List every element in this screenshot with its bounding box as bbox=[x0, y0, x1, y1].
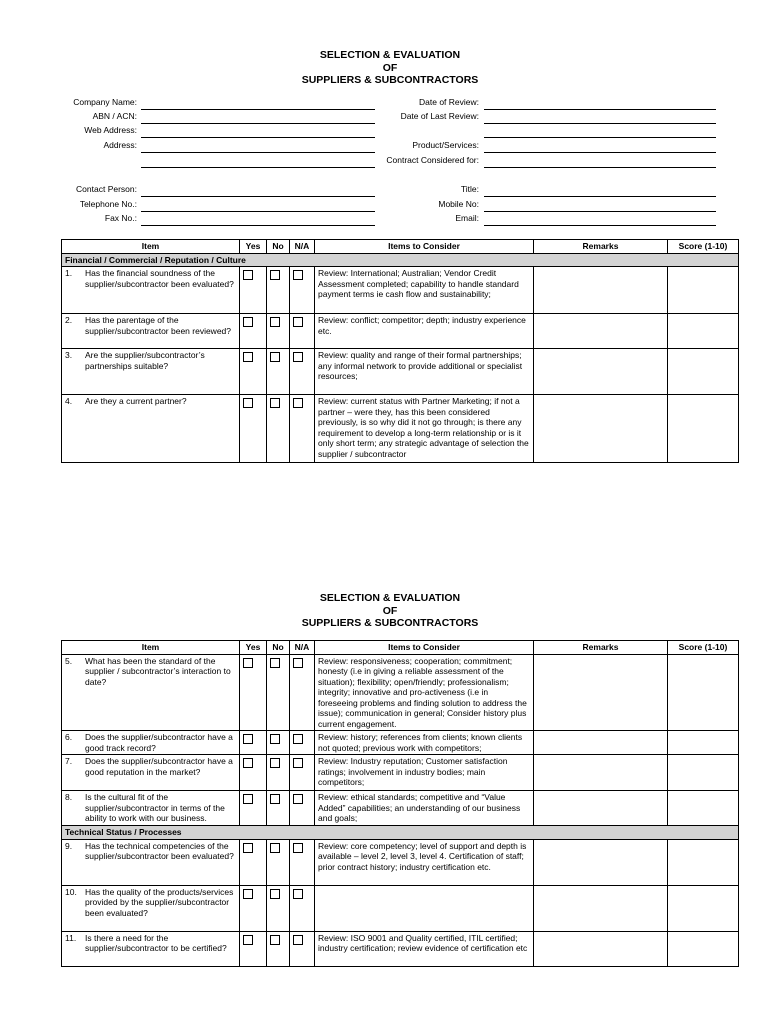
item-cell bbox=[62, 314, 240, 349]
na-cell[interactable] bbox=[290, 314, 315, 349]
score-cell[interactable] bbox=[668, 349, 739, 395]
no-cell[interactable] bbox=[267, 755, 290, 791]
mobile-field[interactable] bbox=[484, 211, 716, 212]
item-cell bbox=[62, 931, 240, 966]
col-na: N/A bbox=[290, 240, 315, 254]
yes-checkbox[interactable] bbox=[243, 794, 253, 804]
na-checkbox[interactable] bbox=[293, 734, 303, 744]
no-cell[interactable] bbox=[267, 885, 290, 931]
email-field[interactable] bbox=[484, 225, 716, 226]
no-checkbox[interactable] bbox=[270, 935, 280, 945]
score-cell[interactable] bbox=[668, 731, 739, 755]
consider-cell: Review: International; Australian; Vendor Credit Assessment completed; capability to handle standard payment terms ie cash flow and sustainability; bbox=[315, 267, 534, 314]
yes-checkbox[interactable] bbox=[243, 935, 253, 945]
item-number: 5. bbox=[65, 655, 73, 666]
item-number: 7. bbox=[65, 756, 73, 766]
date-of-last-review-label: Date of Last Review: bbox=[400, 111, 479, 121]
col-consider: Items to Consider bbox=[315, 641, 534, 655]
col-yes: Yes bbox=[240, 641, 267, 655]
title-line-3: SUPPLIERS & SUBCONTRACTORS bbox=[301, 617, 479, 629]
no-checkbox[interactable] bbox=[270, 658, 280, 668]
item-number: 11. bbox=[65, 932, 77, 943]
company-name-field[interactable] bbox=[141, 109, 375, 110]
table-row bbox=[62, 791, 739, 826]
yes-checkbox[interactable] bbox=[243, 270, 253, 280]
yes-checkbox[interactable] bbox=[243, 843, 253, 853]
telephone-label: Telephone No.: bbox=[79, 199, 137, 209]
no-cell[interactable] bbox=[267, 654, 290, 731]
item-number: 9. bbox=[65, 840, 73, 851]
date-of-last-review-field[interactable] bbox=[484, 123, 716, 124]
address-label: Address: bbox=[103, 140, 137, 150]
yes-checkbox[interactable] bbox=[243, 352, 253, 362]
remarks-cell[interactable] bbox=[534, 755, 668, 791]
yes-checkbox[interactable] bbox=[243, 889, 253, 899]
item-cell bbox=[62, 731, 240, 755]
table-row bbox=[62, 395, 739, 463]
no-checkbox[interactable] bbox=[270, 398, 280, 408]
col-no: No bbox=[267, 240, 290, 254]
item-number: 10. bbox=[65, 886, 77, 897]
score-cell[interactable] bbox=[668, 885, 739, 931]
table-row bbox=[62, 731, 739, 755]
consider-cell: Review: current status with Partner Marketing; if not a partner – were they, has this been considered previously, is so why did it not go through; is there any requirement to develop a long-term relationship or is it only short term; any strategic advantage of selection the supplier / subcontractor bbox=[315, 395, 534, 463]
title-field[interactable] bbox=[484, 196, 716, 197]
col-score: Score (1-10) bbox=[668, 240, 739, 254]
contact-person-field[interactable] bbox=[141, 196, 375, 197]
contract-considered-label: Contract Considered for: bbox=[386, 155, 479, 165]
yes-cell[interactable] bbox=[240, 731, 267, 755]
item-number: 1. bbox=[65, 268, 73, 278]
yes-cell[interactable] bbox=[240, 654, 267, 731]
na-checkbox[interactable] bbox=[293, 317, 303, 327]
col-no: No bbox=[267, 641, 290, 655]
no-cell[interactable] bbox=[267, 931, 290, 966]
item-cell bbox=[62, 839, 240, 885]
yes-cell[interactable] bbox=[240, 839, 267, 885]
consider-cell: Review: history; references from clients; known clients not quoted; previous work with competitors; bbox=[315, 731, 534, 755]
contract-considered-field[interactable] bbox=[484, 167, 716, 168]
date-of-review-field[interactable] bbox=[484, 109, 716, 110]
no-checkbox[interactable] bbox=[270, 317, 280, 327]
na-checkbox[interactable] bbox=[293, 398, 303, 408]
col-remarks: Remarks bbox=[534, 240, 668, 254]
consider-cell: Review: core competency; level of support and depth is available – level 2, level 3, level 4. Certification of staff; prior contract history; industry certification etc. bbox=[315, 839, 534, 885]
section-title: Financial / Commercial / Reputation / Culture bbox=[62, 253, 739, 267]
no-checkbox[interactable] bbox=[270, 270, 280, 280]
no-cell[interactable] bbox=[267, 314, 290, 349]
title-line-2: OF bbox=[382, 604, 398, 617]
consider-cell: Review: conflict; competitor; depth; industry experience etc. bbox=[315, 314, 534, 349]
no-cell[interactable] bbox=[267, 395, 290, 463]
item-cell bbox=[62, 267, 240, 314]
table-row bbox=[62, 839, 739, 885]
score-cell[interactable] bbox=[668, 314, 739, 349]
remarks-cell[interactable] bbox=[534, 314, 668, 349]
na-cell[interactable] bbox=[290, 731, 315, 755]
na-cell[interactable] bbox=[290, 267, 315, 314]
na-cell[interactable] bbox=[290, 395, 315, 463]
email-label: Email: bbox=[455, 213, 479, 223]
address-field-1[interactable] bbox=[141, 152, 375, 153]
no-checkbox[interactable] bbox=[270, 794, 280, 804]
fax-label: Fax No.: bbox=[104, 213, 137, 223]
item-number: 8. bbox=[65, 792, 73, 802]
yes-cell[interactable] bbox=[240, 314, 267, 349]
item-question: Has the parentage of the supplier/subcontractor been reviewed? bbox=[85, 315, 232, 336]
fax-field[interactable] bbox=[141, 225, 375, 226]
na-checkbox[interactable] bbox=[293, 843, 303, 853]
table-row bbox=[62, 755, 739, 791]
abn-acn-label: ABN / ACN: bbox=[92, 111, 137, 121]
no-checkbox[interactable] bbox=[270, 889, 280, 899]
na-cell[interactable] bbox=[290, 755, 315, 791]
title-line-2: OF bbox=[382, 61, 398, 74]
consider-cell: Review: Industry reputation; Customer satisfaction ratings; involvement in industry bodies; main competitors; bbox=[315, 755, 534, 791]
no-cell[interactable] bbox=[267, 267, 290, 314]
table-row bbox=[62, 885, 739, 931]
mobile-label: Mobile No: bbox=[438, 199, 479, 209]
title-line-3: SUPPLIERS & SUBCONTRACTORS bbox=[301, 74, 479, 86]
na-checkbox[interactable] bbox=[293, 270, 303, 280]
page-title bbox=[0, 49, 768, 87]
item-question: Has the technical competencies of the supplier/subcontractor been evaluated? bbox=[85, 840, 234, 861]
na-cell[interactable] bbox=[290, 349, 315, 395]
company-name-label: Company Name: bbox=[73, 97, 137, 107]
yes-cell[interactable] bbox=[240, 267, 267, 314]
yes-cell[interactable] bbox=[240, 931, 267, 966]
col-na: N/A bbox=[290, 641, 315, 655]
remarks-cell[interactable] bbox=[534, 654, 668, 731]
table-header-row bbox=[62, 240, 739, 254]
item-number: 3. bbox=[65, 350, 73, 360]
na-checkbox[interactable] bbox=[293, 758, 303, 768]
score-cell[interactable] bbox=[668, 395, 739, 463]
yes-cell[interactable] bbox=[240, 395, 267, 463]
item-cell bbox=[62, 654, 240, 731]
no-cell[interactable] bbox=[267, 731, 290, 755]
no-cell[interactable] bbox=[267, 839, 290, 885]
score-cell[interactable] bbox=[668, 267, 739, 314]
telephone-field[interactable] bbox=[141, 211, 375, 212]
col-score: Score (1-10) bbox=[668, 641, 739, 655]
yes-cell[interactable] bbox=[240, 885, 267, 931]
consider-cell: Review: quality and range of their formal partnerships; any informal network to provide additional or specialist resources; bbox=[315, 349, 534, 395]
product-services-field[interactable] bbox=[484, 152, 716, 153]
evaluation-table-1 bbox=[61, 239, 739, 463]
item-cell bbox=[62, 395, 240, 463]
remarks-cell[interactable] bbox=[534, 349, 668, 395]
page-title-2 bbox=[0, 592, 768, 630]
remarks-cell[interactable] bbox=[534, 395, 668, 463]
col-consider: Items to Consider bbox=[315, 240, 534, 254]
no-checkbox[interactable] bbox=[270, 734, 280, 744]
item-question: Has the financial soundness of the supplier/subcontractor been evaluated? bbox=[85, 268, 234, 289]
product-services-label: Product/Services: bbox=[412, 140, 479, 150]
col-yes: Yes bbox=[240, 240, 267, 254]
yes-checkbox[interactable] bbox=[243, 398, 253, 408]
item-question: Is there a need for the supplier/subcontractor to be certified? bbox=[85, 932, 227, 953]
yes-checkbox[interactable] bbox=[243, 317, 253, 327]
na-checkbox[interactable] bbox=[293, 794, 303, 804]
table-row bbox=[62, 349, 739, 395]
item-question: Does the supplier/subcontractor have a good track record? bbox=[85, 732, 233, 753]
no-cell[interactable] bbox=[267, 791, 290, 826]
item-cell bbox=[62, 791, 240, 826]
no-checkbox[interactable] bbox=[270, 843, 280, 853]
score-cell[interactable] bbox=[668, 839, 739, 885]
yes-checkbox[interactable] bbox=[243, 734, 253, 744]
section-row bbox=[62, 826, 739, 840]
na-checkbox[interactable] bbox=[293, 889, 303, 899]
title-line-1: SELECTION & EVALUATION bbox=[319, 592, 461, 604]
table-row bbox=[62, 314, 739, 349]
item-question: Are the supplier/subcontractor’s partnerships suitable? bbox=[85, 350, 205, 371]
title-label: Title: bbox=[460, 184, 479, 194]
score-cell[interactable] bbox=[668, 931, 739, 966]
item-question: Does the supplier/subcontractor have a good reputation in the market? bbox=[85, 756, 233, 777]
remarks-cell[interactable] bbox=[534, 931, 668, 966]
remarks-cell[interactable] bbox=[534, 267, 668, 314]
item-cell bbox=[62, 885, 240, 931]
remarks-cell[interactable] bbox=[534, 885, 668, 931]
table-row bbox=[62, 931, 739, 966]
table-row bbox=[62, 267, 739, 314]
na-cell[interactable] bbox=[290, 791, 315, 826]
item-question: Has the quality of the products/services provided by the supplier/subcontractor been evaluated? bbox=[85, 886, 234, 918]
consider-cell: Review: ISO 9001 and Quality certified, ITIL certified; industry certification; review evidence of certification etc bbox=[315, 931, 534, 966]
item-question: Are they a current partner? bbox=[85, 396, 187, 406]
address-field-2[interactable] bbox=[141, 167, 375, 168]
title-line-1: SELECTION & EVALUATION bbox=[319, 49, 461, 61]
na-checkbox[interactable] bbox=[293, 658, 303, 668]
na-cell[interactable] bbox=[290, 931, 315, 966]
no-cell[interactable] bbox=[267, 349, 290, 395]
score-cell[interactable] bbox=[668, 654, 739, 731]
consider-cell: Review: ethical standards; competitive and “Value Added” capabilities; an understanding of our business and goals; bbox=[315, 791, 534, 826]
item-number: 6. bbox=[65, 732, 73, 742]
table-header-row bbox=[62, 641, 739, 655]
yes-checkbox[interactable] bbox=[243, 658, 253, 668]
remarks-cell[interactable] bbox=[534, 731, 668, 755]
section-title: Technical Status / Processes bbox=[62, 826, 739, 840]
contact-person-label: Contact Person: bbox=[76, 184, 137, 194]
table-row bbox=[62, 654, 739, 731]
na-cell[interactable] bbox=[290, 839, 315, 885]
remarks-cell[interactable] bbox=[534, 839, 668, 885]
consider-cell: Review: responsiveness; cooperation; commitment; honesty (i.e in giving a reliable assessment of the situation); flexibility; open/friendly; professionalism; integrity; innovative and pro-activeness (i.e in foreseeing problems and finding solution to address the issue); communication in general; Consider history plus current engagement. bbox=[315, 654, 534, 731]
web-address-label: Web Address: bbox=[84, 125, 137, 135]
col-remarks: Remarks bbox=[534, 641, 668, 655]
yes-cell[interactable] bbox=[240, 755, 267, 791]
score-cell[interactable] bbox=[668, 791, 739, 826]
item-question: What has been the standard of the supplier / subcontractor’s interaction to date? bbox=[85, 655, 231, 687]
item-cell bbox=[62, 755, 240, 791]
no-checkbox[interactable] bbox=[270, 352, 280, 362]
date-of-review-label: Date of Review: bbox=[419, 97, 479, 107]
item-number: 4. bbox=[65, 396, 73, 406]
na-checkbox[interactable] bbox=[293, 935, 303, 945]
web-address-field[interactable] bbox=[141, 137, 375, 138]
col-item: Item bbox=[62, 641, 240, 655]
yes-cell[interactable] bbox=[240, 791, 267, 826]
no-checkbox[interactable] bbox=[270, 758, 280, 768]
section-row bbox=[62, 253, 739, 267]
item-question: Is the cultural fit of the supplier/subcontractor in terms of the ability to work with our business. bbox=[85, 792, 225, 823]
consider-cell bbox=[315, 885, 534, 931]
yes-cell[interactable] bbox=[240, 349, 267, 395]
na-cell[interactable] bbox=[290, 654, 315, 731]
yes-checkbox[interactable] bbox=[243, 758, 253, 768]
score-cell[interactable] bbox=[668, 755, 739, 791]
col-item: Item bbox=[62, 240, 240, 254]
blank-field[interactable] bbox=[484, 137, 716, 138]
na-checkbox[interactable] bbox=[293, 352, 303, 362]
item-number: 2. bbox=[65, 315, 73, 325]
na-cell[interactable] bbox=[290, 885, 315, 931]
evaluation-table-2 bbox=[61, 640, 739, 967]
abn-acn-field[interactable] bbox=[141, 123, 375, 124]
remarks-cell[interactable] bbox=[534, 791, 668, 826]
item-cell bbox=[62, 349, 240, 395]
